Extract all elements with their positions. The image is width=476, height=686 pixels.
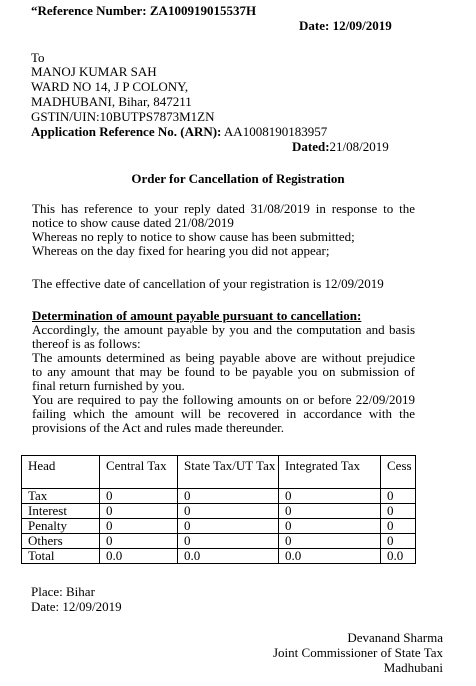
table-cell: 0 bbox=[178, 519, 279, 534]
table-cell: 0 bbox=[381, 519, 416, 534]
table-cell: Total bbox=[22, 549, 100, 564]
amount-table bbox=[21, 455, 416, 564]
table-row bbox=[22, 504, 416, 519]
table-header-cell: State Tax/UT Tax bbox=[178, 456, 279, 489]
table-row bbox=[22, 489, 416, 504]
table-row bbox=[22, 534, 416, 549]
reference-number: “Reference Number: ZA100919015537H bbox=[31, 3, 257, 18]
determination-line-3: The amounts determined as being payable above are without prejudice bbox=[32, 350, 415, 365]
signatory-office: Madhubani bbox=[383, 660, 443, 675]
reply-line-1: This has reference to your reply dated 31/08/2019 in response to the bbox=[32, 201, 415, 216]
table-header-cell: Head bbox=[22, 456, 100, 489]
header-date: Date: 12/09/2019 bbox=[299, 18, 392, 33]
signatory-title: Joint Commissioner of State Tax bbox=[272, 645, 443, 660]
table-header-cell: Cess bbox=[381, 456, 416, 489]
determination-line-1: Accordingly, the amount payable by you and the computation and basis bbox=[32, 322, 415, 337]
table-header-row bbox=[22, 456, 416, 489]
table-cell: 0.0 bbox=[178, 549, 279, 564]
arn-label: Application Reference No. (ARN): bbox=[31, 124, 222, 139]
table-header-cell: Central Tax bbox=[100, 456, 178, 489]
dated-value: 21/08/2019 bbox=[329, 139, 389, 154]
reply-line-4: Whereas on the day fixed for hearing you did not appear; bbox=[32, 243, 330, 258]
dated-label: Dated: bbox=[292, 139, 330, 154]
arn-value: AA1008190183957 bbox=[221, 124, 328, 139]
table-row bbox=[22, 519, 416, 534]
reply-line-2: notice to show cause dated 21/08/2019 bbox=[32, 215, 234, 230]
table-row bbox=[22, 549, 416, 564]
table-cell: 0.0 bbox=[381, 549, 416, 564]
table-cell: 0 bbox=[381, 504, 416, 519]
signatory-name: Devanand Sharma bbox=[347, 630, 443, 645]
table-cell: 0 bbox=[100, 534, 178, 549]
order-title: Order for Cancellation of Registration bbox=[131, 171, 345, 186]
paragraph-reply bbox=[32, 202, 415, 258]
table-cell: 0 bbox=[100, 504, 178, 519]
determination-section bbox=[32, 309, 415, 435]
table-cell: 0 bbox=[178, 534, 279, 549]
table-cell: 0 bbox=[381, 534, 416, 549]
effective-date: The effective date of cancellation of your registration is 12/09/2019 bbox=[32, 276, 384, 291]
arn-line bbox=[31, 125, 327, 139]
table-cell: 0 bbox=[279, 504, 381, 519]
determination-heading: Determination of amount payable pursuant to cancellation: bbox=[32, 308, 362, 323]
addressee-line2: MADHUBANI, Bihar, 847211 bbox=[31, 94, 192, 109]
table-cell: Tax bbox=[22, 489, 100, 504]
table-cell: 0.0 bbox=[100, 549, 178, 564]
table-cell: 0 bbox=[100, 519, 178, 534]
table-header-cell: Integrated Tax bbox=[279, 456, 381, 489]
place: Place: Bihar bbox=[31, 584, 95, 599]
determination-line-4: to any amount that may be found to be payable you on submission of bbox=[32, 364, 415, 379]
table-cell: 0 bbox=[178, 504, 279, 519]
addressee-to: To bbox=[31, 50, 45, 65]
dated-line bbox=[292, 140, 389, 154]
table-cell: 0.0 bbox=[279, 549, 381, 564]
footer-date: Date: 12/09/2019 bbox=[31, 599, 122, 614]
addressee-name: MANOJ KUMAR SAH bbox=[31, 64, 157, 79]
determination-line-6: You are required to pay the following amounts on or before 22/09/2019 bbox=[32, 392, 415, 407]
table-cell: 0 bbox=[381, 489, 416, 504]
addressee-line1: WARD NO 14, J P COLONY, bbox=[31, 79, 189, 94]
determination-line-5: final return furnished by you. bbox=[32, 378, 185, 393]
table-cell: 0 bbox=[100, 489, 178, 504]
determination-line-8: provisions of the Act and rules made thereunder. bbox=[32, 420, 284, 435]
reply-line-3: Whereas no reply to notice to show cause has been submitted; bbox=[32, 229, 355, 244]
table-cell: 0 bbox=[279, 489, 381, 504]
table-cell: Penalty bbox=[22, 519, 100, 534]
determination-line-2: thereof is as follows: bbox=[32, 336, 141, 351]
table-cell: Others bbox=[22, 534, 100, 549]
table-cell: 0 bbox=[178, 489, 279, 504]
determination-line-7: failing which the amount will be recovered in accordance with the bbox=[32, 406, 415, 421]
gstin: GSTIN/UIN:10BUTPS7873M1ZN bbox=[31, 109, 215, 124]
table-cell: 0 bbox=[279, 534, 381, 549]
table-cell: Interest bbox=[22, 504, 100, 519]
table-cell: 0 bbox=[279, 519, 381, 534]
